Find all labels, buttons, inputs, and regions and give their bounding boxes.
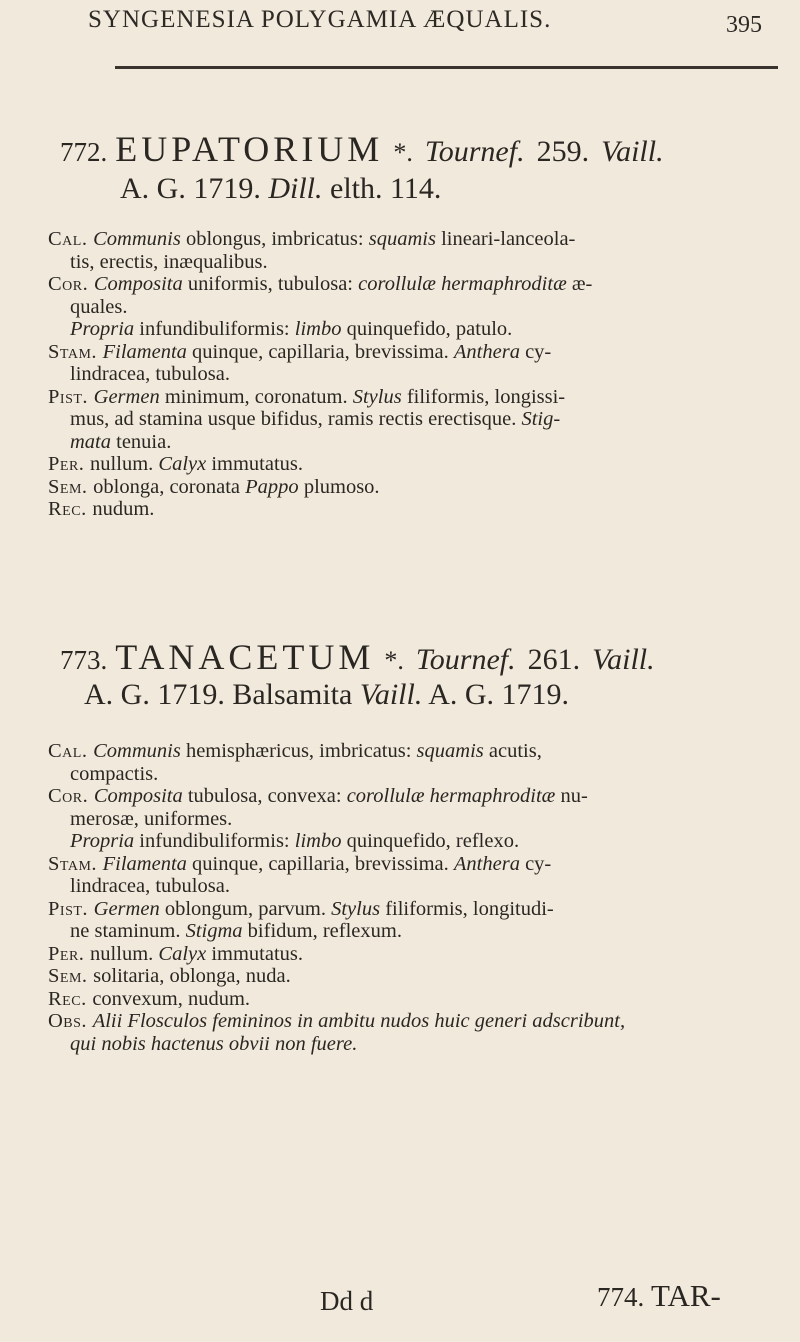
entry-continuation [48,296,778,319]
catchword-text: TAR- [651,1278,721,1313]
description-text: Calyx [158,453,207,475]
description-text: cy- [519,340,552,363]
description-text: Composita [93,273,183,295]
description-text: Stylus [352,385,402,408]
entry-label: Per. [48,453,91,475]
entry-label: Cal. [48,740,94,762]
description-text: squamis [368,228,436,250]
description-text: uniformis, tubulosa: [182,273,359,295]
description-entry [48,273,778,318]
genus-heading-eupatorium [60,128,664,170]
genus-heading-line2 [84,678,569,712]
entry-label: Cor. [48,785,94,807]
entry-continuation [48,875,778,898]
reference-text: A. G. 1719. [428,678,570,711]
description-text: infundibuliformis: [134,318,295,340]
description-text: corollulæ hermaphroditæ [346,785,556,807]
catchword [597,1278,721,1314]
description-text: mus, ad stamina usque bifidus, ramis rectis erectisque. [70,408,522,430]
description-text: filiformis, longitudi- [380,897,554,920]
description-text: Alii Flosculos femininos in ambitu nudos huic generi adscribunt, [92,1010,626,1032]
genus-description-eupatorium [48,228,778,521]
signature-mark: Dd d [320,1286,374,1316]
catchword-number: 774. [597,1282,645,1312]
description-text: filiformis, longissi- [401,385,566,408]
reference-text: A. G. 1719. [120,172,261,205]
description-text: tenuia. [111,430,172,453]
entry-label: Cal. [48,228,94,250]
reference-author: Vaill. [359,678,423,711]
reference-author: Tournef. [424,135,525,168]
description-text: merosæ, uniformes. [70,807,233,830]
description-entry [48,1010,778,1055]
description-text: Anthera [453,340,520,363]
description-entry [48,830,778,853]
description-text: Stylus [331,897,381,920]
genus-description-tanacetum [48,740,778,1055]
description-text: quales. [70,295,128,318]
description-text: qui nobis hactenus obvii non fuere. [70,1032,358,1055]
description-text: minimum, coronatum. [159,385,353,408]
genus-star: *. [393,138,413,167]
header-rule [115,66,778,69]
description-text: Filamenta [102,852,187,875]
description-text: ne staminum. [70,920,186,942]
description-text: tis, erectis, inæqualibus. [70,250,268,273]
description-text: oblongum, parvum. [159,897,332,920]
description-text: limbo [294,318,342,340]
reference-author: Tournef. [415,643,516,676]
genus-number: 772. [60,137,108,167]
description-entry [48,386,778,454]
description-text: hemisphæricus, imbricatus: [180,740,417,762]
entry-label: Rec. [48,498,93,520]
entry-label: Sem. [48,965,94,987]
entry-continuation [48,763,778,786]
description-text: Communis [93,740,181,762]
description-text: Communis [93,228,181,250]
entry-label: Pist. [48,385,94,408]
running-head: SYNGENESIA POLYGAMIA ÆQUALIS. [88,6,552,33]
description-entry [48,740,778,785]
description-entry [48,318,778,341]
entry-label: Sem. [48,475,94,498]
description-text: æ- [566,273,593,295]
reference-author: Vaill. [592,643,655,676]
description-text: quinquefido, reflexo. [341,830,520,852]
description-text: mata [70,430,111,453]
description-text: convexum, nudum. [92,987,251,1010]
entry-label: Per. [48,942,91,965]
description-text: quinque, capillaria, brevissima. [186,852,454,875]
entry-continuation [48,808,778,831]
reference-text: elth. 114. [330,172,442,205]
description-text: lindracea, tubulosa. [70,363,230,385]
reference-author: Vaill. [601,135,664,168]
description-text: Germen [93,897,160,920]
description-text: corollulæ hermaphroditæ [358,273,567,295]
description-text: lindracea, tubulosa. [70,875,230,897]
entry-continuation [48,431,778,454]
reference-number: 259. [536,135,590,168]
entry-label: Stam. [48,340,103,363]
description-text: oblonga, coronata [93,475,246,498]
description-entry [48,965,778,988]
page-number: 395 [726,12,762,38]
description-entry [48,476,778,499]
description-entry [48,341,778,386]
description-text: Stigma [185,920,243,942]
entry-label: Obs. [48,1010,93,1032]
description-text: immutatus. [206,453,304,475]
description-entry [48,785,778,830]
description-text: Stig- [521,408,561,430]
description-text: bifidum, reflexum. [242,920,402,942]
description-text: tubulosa, convexa: [182,785,347,807]
description-text: Propria [70,830,135,852]
description-text: nudum. [92,498,155,520]
description-entry [48,498,778,521]
genus-number: 773. [60,645,108,675]
description-text: nu- [555,785,588,807]
reference-number: 261. [527,643,581,676]
description-text: Propria [70,318,135,340]
description-text: squamis [416,740,484,762]
description-text: cy- [519,852,552,875]
description-text: Calyx [158,942,207,965]
description-text: limbo [294,830,342,852]
description-text: Germen [93,385,160,408]
description-text: lineari-lanceola- [435,228,576,250]
description-entry [48,228,778,273]
entry-label: Cor. [48,273,94,295]
description-entry [48,943,778,966]
entry-continuation [48,408,778,431]
entry-continuation [48,363,778,386]
description-text: compactis. [70,762,159,785]
genus-name: TANACETUM [115,637,375,677]
description-text: quinquefido, patulo. [341,318,513,340]
description-entry [48,853,778,898]
description-text: Anthera [453,852,520,875]
description-entry [48,988,778,1011]
description-text: quinque, capillaria, brevissima. [186,340,454,363]
entry-label: Pist. [48,897,94,920]
description-text: immutatus. [206,942,304,965]
description-text: acutis, [483,740,542,762]
entry-continuation [48,251,778,274]
genus-name: EUPATORIUM [115,129,384,169]
description-entry [48,898,778,943]
genus-star: *. [384,646,404,675]
description-text: Filamenta [102,340,187,363]
description-text: oblongus, imbricatus: [180,228,369,250]
reference-author: Dill. [268,172,323,205]
entry-label: Rec. [48,987,93,1010]
reference-text: A. G. 1719. Balsamita [84,678,353,711]
description-text: infundibuliformis: [134,830,295,852]
description-text: plumoso. [298,475,380,498]
genus-heading-tanacetum [60,636,655,678]
description-entry [48,453,778,476]
description-text: solitaria, oblonga, nuda. [93,965,291,987]
genus-heading-line2 [120,172,441,206]
description-text: Pappo [245,475,299,498]
entry-continuation [48,920,778,943]
description-text: Composita [93,785,183,807]
description-text: nullum. [90,453,159,475]
entry-label: Stam. [48,852,103,875]
entry-continuation [48,1033,778,1056]
description-text: nullum. [90,942,159,965]
